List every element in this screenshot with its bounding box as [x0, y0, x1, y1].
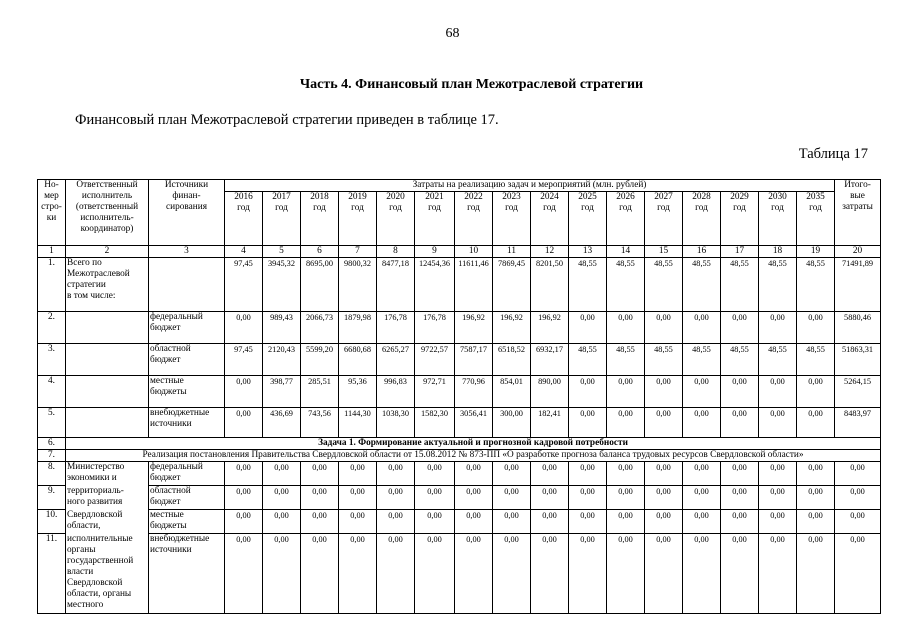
- year-value: 0,00: [645, 486, 683, 510]
- header-year: 2027 год: [645, 192, 683, 246]
- responsible-executor: [66, 312, 149, 344]
- responsible-executor: [66, 376, 149, 408]
- column-number: 12: [531, 246, 569, 258]
- column-number: 1: [38, 246, 66, 258]
- year-value: 0,00: [339, 462, 377, 486]
- total-value: 0,00: [835, 462, 881, 486]
- column-number: 17: [721, 246, 759, 258]
- year-value: 0,00: [797, 408, 835, 438]
- year-value: 48,55: [607, 258, 645, 312]
- year-value: 0,00: [339, 534, 377, 614]
- table-row: [38, 486, 881, 510]
- header-year: 2017 год: [263, 192, 301, 246]
- total-value: 0,00: [835, 486, 881, 510]
- year-value: 0,00: [607, 408, 645, 438]
- year-value: 0,00: [607, 462, 645, 486]
- page-number: 68: [445, 26, 460, 41]
- year-value: 0,00: [607, 510, 645, 534]
- row-number: 8.: [38, 462, 66, 486]
- year-value: 6932,17: [531, 344, 569, 376]
- column-number: 6: [301, 246, 339, 258]
- row-number: 4.: [38, 376, 66, 408]
- year-value: 48,55: [683, 258, 721, 312]
- year-value: 6680,68: [339, 344, 377, 376]
- column-number: 3: [149, 246, 225, 258]
- year-value: 3945,32: [263, 258, 301, 312]
- year-value: 0,00: [645, 462, 683, 486]
- header-costs: Затраты на реализацию задач и мероприятий (млн. рублей): [225, 180, 835, 192]
- year-value: 48,55: [569, 344, 607, 376]
- year-value: 0,00: [225, 510, 263, 534]
- year-value: 0,00: [607, 486, 645, 510]
- total-value: 5264,15: [835, 376, 881, 408]
- year-value: 0,00: [721, 510, 759, 534]
- year-value: 0,00: [759, 312, 797, 344]
- year-value: 0,00: [493, 462, 531, 486]
- year-value: 0,00: [607, 312, 645, 344]
- table-row: [38, 462, 881, 486]
- row-number: 2.: [38, 312, 66, 344]
- total-value: 0,00: [835, 510, 881, 534]
- header-row-number: Но- мер стро- ки: [38, 180, 66, 246]
- row-number: 3.: [38, 344, 66, 376]
- year-value: 0,00: [797, 510, 835, 534]
- year-value: 48,55: [645, 344, 683, 376]
- table-row: [38, 534, 881, 614]
- header-year: 2024 год: [531, 192, 569, 246]
- year-value: 0,00: [645, 408, 683, 438]
- header-year: 2020 год: [377, 192, 415, 246]
- task-title: Задача 1. Формирование актуальной и прогнозной кадровой потребности: [66, 438, 881, 450]
- table-row: [38, 376, 881, 408]
- year-value: 0,00: [415, 486, 455, 510]
- column-number: 9: [415, 246, 455, 258]
- year-value: 0,00: [721, 534, 759, 614]
- funding-source: местные бюджеты: [149, 376, 225, 408]
- year-value: 0,00: [645, 376, 683, 408]
- year-value: 0,00: [569, 408, 607, 438]
- year-value: 48,55: [759, 344, 797, 376]
- table-label: Таблица 17: [798, 146, 868, 162]
- year-value: 0,00: [683, 462, 721, 486]
- year-value: 2066,73: [301, 312, 339, 344]
- column-number: 13: [569, 246, 607, 258]
- year-value: 0,00: [645, 312, 683, 344]
- total-value: 51863,31: [835, 344, 881, 376]
- responsible-executor: [66, 408, 149, 438]
- measure-title: Реализация постановления Правительства Свердловской области от 15.08.2012 № 873-ПП «О разработке прогноза баланса трудовых ресурсов Свердловской области»: [66, 450, 881, 462]
- year-value: 176,78: [377, 312, 415, 344]
- responsible-executor: территориаль- ного развития: [66, 486, 149, 510]
- row-number: 6.: [38, 438, 66, 450]
- measure-row: [38, 450, 881, 462]
- year-value: 0,00: [759, 462, 797, 486]
- header-year: 2018 год: [301, 192, 339, 246]
- column-number: 7: [339, 246, 377, 258]
- year-value: 8201,50: [531, 258, 569, 312]
- year-value: 0,00: [797, 462, 835, 486]
- year-value: 0,00: [301, 510, 339, 534]
- year-value: 11611,46: [455, 258, 493, 312]
- year-value: 6518,52: [493, 344, 531, 376]
- column-number: 2: [66, 246, 149, 258]
- year-value: 0,00: [759, 486, 797, 510]
- year-value: 0,00: [377, 462, 415, 486]
- responsible-executor: Свердловской области,: [66, 510, 149, 534]
- year-value: 0,00: [797, 534, 835, 614]
- year-value: 972,71: [415, 376, 455, 408]
- header-year: 2019 год: [339, 192, 377, 246]
- year-value: 0,00: [531, 510, 569, 534]
- header-year: 2021 год: [415, 192, 455, 246]
- table-row: [38, 510, 881, 534]
- year-value: 196,92: [455, 312, 493, 344]
- year-value: 0,00: [225, 534, 263, 614]
- column-number: 10: [455, 246, 493, 258]
- year-value: 0,00: [569, 510, 607, 534]
- row-number: 7.: [38, 450, 66, 462]
- year-value: 182,41: [531, 408, 569, 438]
- year-value: 0,00: [225, 376, 263, 408]
- column-number: 19: [797, 246, 835, 258]
- year-value: 8477,18: [377, 258, 415, 312]
- year-value: 0,00: [225, 408, 263, 438]
- year-value: 996,83: [377, 376, 415, 408]
- header-year: 2029 год: [721, 192, 759, 246]
- task-row: [38, 438, 881, 450]
- header-year: 2030 год: [759, 192, 797, 246]
- year-value: 0,00: [721, 312, 759, 344]
- year-value: 0,00: [683, 376, 721, 408]
- section-heading: Часть 4. Финансовый план Межотраслевой стратегии: [299, 77, 644, 92]
- column-number: 20: [835, 246, 881, 258]
- year-value: 770,96: [455, 376, 493, 408]
- year-value: 7869,45: [493, 258, 531, 312]
- financial-plan-table: [37, 179, 881, 614]
- year-value: 0,00: [721, 408, 759, 438]
- year-value: 1582,30: [415, 408, 455, 438]
- year-value: 0,00: [377, 486, 415, 510]
- year-value: 854,01: [493, 376, 531, 408]
- intro-paragraph: Финансовый план Межотраслевой стратегии приведен в таблице 17.: [75, 112, 499, 128]
- year-value: 0,00: [377, 510, 415, 534]
- row-number: 10.: [38, 510, 66, 534]
- year-value: 0,00: [339, 486, 377, 510]
- year-value: 0,00: [569, 534, 607, 614]
- year-value: 48,55: [721, 258, 759, 312]
- header-source: Источники финан- сирования: [149, 180, 225, 246]
- year-value: 0,00: [569, 486, 607, 510]
- year-value: 300,00: [493, 408, 531, 438]
- year-value: 0,00: [493, 534, 531, 614]
- year-value: 1879,98: [339, 312, 377, 344]
- row-number: 11.: [38, 534, 66, 614]
- column-numbers-row: [38, 246, 881, 258]
- year-value: 8695,00: [301, 258, 339, 312]
- year-value: 97,45: [225, 344, 263, 376]
- year-value: 0,00: [645, 510, 683, 534]
- table-row: [38, 312, 881, 344]
- year-value: 0,00: [683, 534, 721, 614]
- year-value: 0,00: [415, 534, 455, 614]
- year-value: 0,00: [377, 534, 415, 614]
- year-value: 0,00: [683, 408, 721, 438]
- year-value: 0,00: [683, 486, 721, 510]
- year-value: 0,00: [263, 534, 301, 614]
- year-value: 0,00: [531, 534, 569, 614]
- year-value: 0,00: [569, 312, 607, 344]
- year-value: 0,00: [531, 462, 569, 486]
- funding-source: областной бюджет: [149, 344, 225, 376]
- row-number: 9.: [38, 486, 66, 510]
- column-number: 15: [645, 246, 683, 258]
- year-value: 97,45: [225, 258, 263, 312]
- year-value: 0,00: [759, 376, 797, 408]
- year-value: 48,55: [683, 344, 721, 376]
- year-value: 0,00: [797, 486, 835, 510]
- year-value: 436,69: [263, 408, 301, 438]
- year-value: 95,36: [339, 376, 377, 408]
- year-value: 1038,30: [377, 408, 415, 438]
- year-value: 0,00: [721, 462, 759, 486]
- header-year: 2022 год: [455, 192, 493, 246]
- year-value: 196,92: [531, 312, 569, 344]
- year-value: 0,00: [607, 534, 645, 614]
- header-year: 2025 год: [569, 192, 607, 246]
- total-value: 0,00: [835, 534, 881, 614]
- year-value: 0,00: [339, 510, 377, 534]
- year-value: 0,00: [607, 376, 645, 408]
- year-value: 0,00: [263, 510, 301, 534]
- year-value: 0,00: [415, 510, 455, 534]
- year-value: 6265,27: [377, 344, 415, 376]
- year-value: 0,00: [493, 486, 531, 510]
- funding-source: федеральный бюджет: [149, 462, 225, 486]
- year-value: 0,00: [569, 462, 607, 486]
- funding-source: федеральный бюджет: [149, 312, 225, 344]
- table-row: [38, 258, 881, 312]
- year-value: 398,77: [263, 376, 301, 408]
- year-value: 0,00: [455, 534, 493, 614]
- column-number: 4: [225, 246, 263, 258]
- responsible-executor: [66, 344, 149, 376]
- header-year: 2023 год: [493, 192, 531, 246]
- year-value: 0,00: [301, 462, 339, 486]
- year-value: 3056,41: [455, 408, 493, 438]
- column-number: 18: [759, 246, 797, 258]
- total-value: 8483,97: [835, 408, 881, 438]
- table-row: [38, 408, 881, 438]
- year-value: 48,55: [759, 258, 797, 312]
- year-value: 0,00: [455, 462, 493, 486]
- year-value: 0,00: [683, 510, 721, 534]
- year-value: 1144,30: [339, 408, 377, 438]
- year-value: 0,00: [797, 312, 835, 344]
- year-value: 0,00: [797, 376, 835, 408]
- year-value: 743,56: [301, 408, 339, 438]
- year-value: 196,92: [493, 312, 531, 344]
- funding-source: областной бюджет: [149, 486, 225, 510]
- year-value: 48,55: [797, 344, 835, 376]
- year-value: 48,55: [645, 258, 683, 312]
- year-value: 890,00: [531, 376, 569, 408]
- year-value: 0,00: [301, 534, 339, 614]
- year-value: 0,00: [225, 312, 263, 344]
- header-year: 2016 год: [225, 192, 263, 246]
- year-value: 0,00: [759, 534, 797, 614]
- responsible-executor: исполнительные органы государственной власти Свердловской области, органы местного: [66, 534, 149, 614]
- header-year: 2026 год: [607, 192, 645, 246]
- column-number: 14: [607, 246, 645, 258]
- header-responsible: Ответственный исполнитель (ответственный исполнитель- координатор): [66, 180, 149, 246]
- year-value: 0,00: [455, 486, 493, 510]
- year-value: 5599,20: [301, 344, 339, 376]
- column-number: 5: [263, 246, 301, 258]
- year-value: 48,55: [797, 258, 835, 312]
- year-value: 0,00: [569, 376, 607, 408]
- year-value: 0,00: [263, 462, 301, 486]
- funding-source: [149, 258, 225, 312]
- year-value: 12454,36: [415, 258, 455, 312]
- row-number: 5.: [38, 408, 66, 438]
- year-value: 0,00: [225, 462, 263, 486]
- year-value: 0,00: [645, 534, 683, 614]
- year-value: 0,00: [721, 376, 759, 408]
- year-value: 0,00: [531, 486, 569, 510]
- row-number: 1.: [38, 258, 66, 312]
- funding-source: внебюджетные источники: [149, 534, 225, 614]
- year-value: 48,55: [607, 344, 645, 376]
- header-row: [38, 180, 881, 192]
- year-value: 0,00: [683, 312, 721, 344]
- total-value: 5880,46: [835, 312, 881, 344]
- header-year: 2028 год: [683, 192, 721, 246]
- year-value: 0,00: [301, 486, 339, 510]
- funding-source: внебюджетные источники: [149, 408, 225, 438]
- year-value: 9800,32: [339, 258, 377, 312]
- column-number: 8: [377, 246, 415, 258]
- column-number: 11: [493, 246, 531, 258]
- year-value: 0,00: [493, 510, 531, 534]
- year-value: 48,55: [569, 258, 607, 312]
- year-value: 989,43: [263, 312, 301, 344]
- year-value: 0,00: [455, 510, 493, 534]
- year-value: 285,51: [301, 376, 339, 408]
- table-row: [38, 344, 881, 376]
- year-value: 9722,57: [415, 344, 455, 376]
- year-value: 0,00: [759, 510, 797, 534]
- year-value: 0,00: [759, 408, 797, 438]
- header-total: Итого- вые затраты: [835, 180, 881, 246]
- column-number: 16: [683, 246, 721, 258]
- year-value: 176,78: [415, 312, 455, 344]
- year-value: 48,55: [721, 344, 759, 376]
- year-value: 0,00: [721, 486, 759, 510]
- year-value: 2120,43: [263, 344, 301, 376]
- funding-source: местные бюджеты: [149, 510, 225, 534]
- year-value: 0,00: [225, 486, 263, 510]
- total-value: 71491,89: [835, 258, 881, 312]
- header-year: 2035 год: [797, 192, 835, 246]
- responsible-executor: Министерство экономики и: [66, 462, 149, 486]
- year-value: 0,00: [263, 486, 301, 510]
- responsible-executor: Всего по Межотраслевой стратегии в том числе:: [66, 258, 149, 312]
- year-value: 0,00: [415, 462, 455, 486]
- year-value: 7587,17: [455, 344, 493, 376]
